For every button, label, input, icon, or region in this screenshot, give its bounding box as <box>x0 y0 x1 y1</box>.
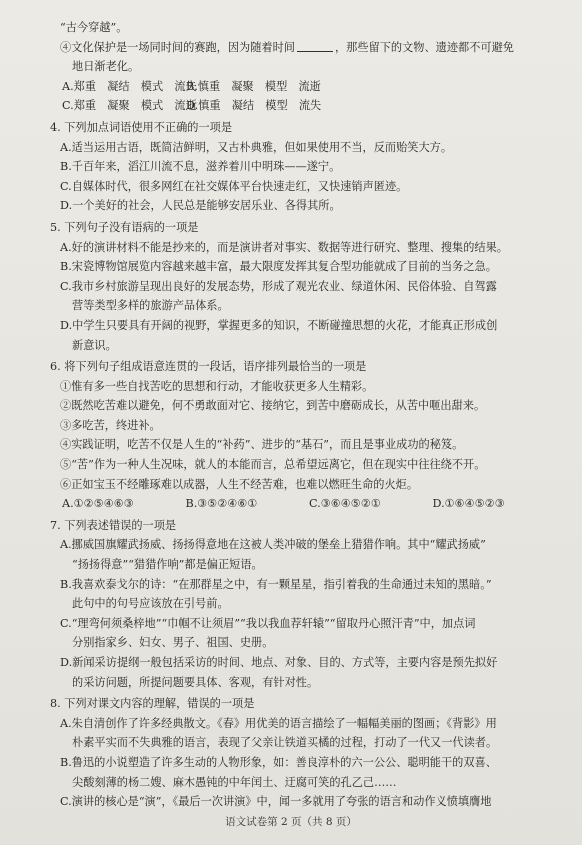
fill-blank <box>297 40 333 52</box>
option-c: C.自媒体时代，很多网红在社交媒体平台快速走红，又快速销声匿迹。 <box>60 179 408 193</box>
question-stem: 4. 下列加点词语使用不正确的一项是 <box>50 120 233 134</box>
text-fragment: ④文化保护是一场同时间的赛跑，因为随着时间 <box>60 40 295 54</box>
answer-options <box>44 96 556 116</box>
option-b: B.宋瓷博物馆展览内容越来越丰富，最大限度发挥其复合型功能就成了目前的当务之急。 <box>60 260 497 274</box>
answer-options <box>44 77 556 97</box>
page-footer: 语文试卷第 2 页（共 8 页） <box>225 816 357 828</box>
text-line: 地日渐老化。 <box>72 60 140 74</box>
option-d: D.一个美好的社会，人民总是能够安居乐业、各得其所。 <box>60 199 341 213</box>
option-a: A.朱自清创作了许多经典散文。《春》用优美的语言描绘了一幅幅美丽的图画；《背影》用 <box>60 716 497 730</box>
question-stem: 8. 下列对课文内容的理解，错误的一项是 <box>50 697 255 711</box>
option-a: A.好的演讲材料不能是抄来的，而是演讲者对事实、数据等进行研究、整理、搜集的结果。 <box>60 240 508 254</box>
sentence: ⑤“苦”作为一种人生况味，就人的本能而言，总希望远离它，但在现实中往往绕不开。 <box>60 458 486 472</box>
option-d-cont: 的采访问题，所提问题要具体、客观，有针对性。 <box>72 675 319 689</box>
option-d: D.慎重 凝结 模型 流失 <box>186 99 322 113</box>
answer-options <box>44 494 556 514</box>
option-d: D.新闻采访提纲一般包括采访的时间、地点、对象、目的、方式等，主要内容是预先拟好 <box>60 656 498 669</box>
question-stem: 5. 下列句子没有语病的一项是 <box>50 220 199 234</box>
option-a-cont: 朴素平实而不失典雅的语言，表现了父亲让铁道买橘的过程，打动了一代又一代读者。 <box>72 736 498 750</box>
option-b-cont: 此句中的句号应该放在引号前。 <box>72 597 229 611</box>
text-line <box>44 38 556 58</box>
question-stem: 6. 将下列句子组成语意连贯的一段话，语序排列最恰当的一项是 <box>50 360 367 374</box>
option-c: C.演讲的核心是“演”，《最后一次讲演》中，闻一多就用了夸张的语言和动作义愤填膺地 <box>60 795 492 809</box>
option-d: D.中学生只要具有开阔的视野，掌握更多的知识，不断碰撞思想的火花，才能真正形成创 <box>60 318 498 332</box>
option-a: A.郑重 凝结 模式 流失 <box>62 79 197 93</box>
sentence: ②既然吃苦难以避免，何不勇敢面对它、接纳它，到苦中磨砺成长，从苦中咂出甜来。 <box>60 399 486 413</box>
option-c-cont: 营等类型多样的旅游产品体系。 <box>72 299 229 313</box>
sentence: ⑥正如宝玉不经雕琢难以成器，人生不经苦难，也难以燃旺生命的火炬。 <box>60 477 419 491</box>
option-a: A.挪威国旗耀武扬威、扬扬得意地在这被人类冲破的堡垒上猎猎作响。其中“耀武扬威” <box>60 538 486 552</box>
option-c-cont: 分别指家乡、妇女、男子、祖国、史册。 <box>72 636 274 650</box>
sentence: ①惟有多一些自找苦吃的思想和行动，才能收获更多人生精彩。 <box>60 379 374 393</box>
option-b: B.③⑤②④⑥① <box>185 497 258 511</box>
option-b: B.慎重 凝聚 模型 流逝 <box>186 79 321 93</box>
option-a: A.适当运用古语，既简洁鲜明，又古朴典雅，但如果使用不当，反而贻笑大方。 <box>60 140 453 154</box>
sentence: ③多吃苦，终进补。 <box>60 418 161 432</box>
option-b: B.千百年来，滔江川流不息，滋养着川中明珠——遂宁。 <box>60 160 341 174</box>
option-b-cont: 尖酸刻薄的杨二嫂、麻木愚钝的中年闰土、迂腐可笑的孔乙己…… <box>72 775 397 789</box>
option-b: B.我喜欢泰戈尔的诗：“在那群星之中，有一颗星星，指引着我的生命通过未知的黑暗。” <box>60 577 492 591</box>
option-a: A.①②⑤④⑥③ <box>62 497 134 511</box>
option-b: B.鲁迅的小说塑造了许多生动的人物形象，如：善良淳朴的六一公公、聪明能干的双喜、 <box>60 755 497 769</box>
question-stem: 7. 下列表述错误的一项是 <box>50 518 177 532</box>
option-c: C.郑重 凝聚 模式 流逝 <box>62 99 197 113</box>
option-d-cont: 新意识。 <box>72 338 117 352</box>
option-d: D.①⑥④⑤②③ <box>432 497 505 511</box>
option-c: C.我市乡村旅游呈现出良好的发展态势，形成了观光农业、绿道休闲、民俗体验、自驾露 <box>60 279 497 293</box>
option-a-cont: “扬扬得意”“猎猎作响”都是偏正短语。 <box>72 558 263 572</box>
option-c: C.③⑥④⑤②① <box>309 497 381 511</box>
option-c: C.“理弯何须桑梓地”“巾帼不让须眉”“我以我血荐轩辕”“留取丹心照汗青”中，加点词 <box>60 616 476 630</box>
text-fragment: ，那些留下的文物、遗迹都不可避免 <box>334 40 514 54</box>
sentence: ④实践证明，吃苦不仅是人生的“补药”、进步的“基石”，而且是事业成功的秘笈。 <box>60 438 464 452</box>
text-line: “古今穿越”。 <box>60 21 128 34</box>
